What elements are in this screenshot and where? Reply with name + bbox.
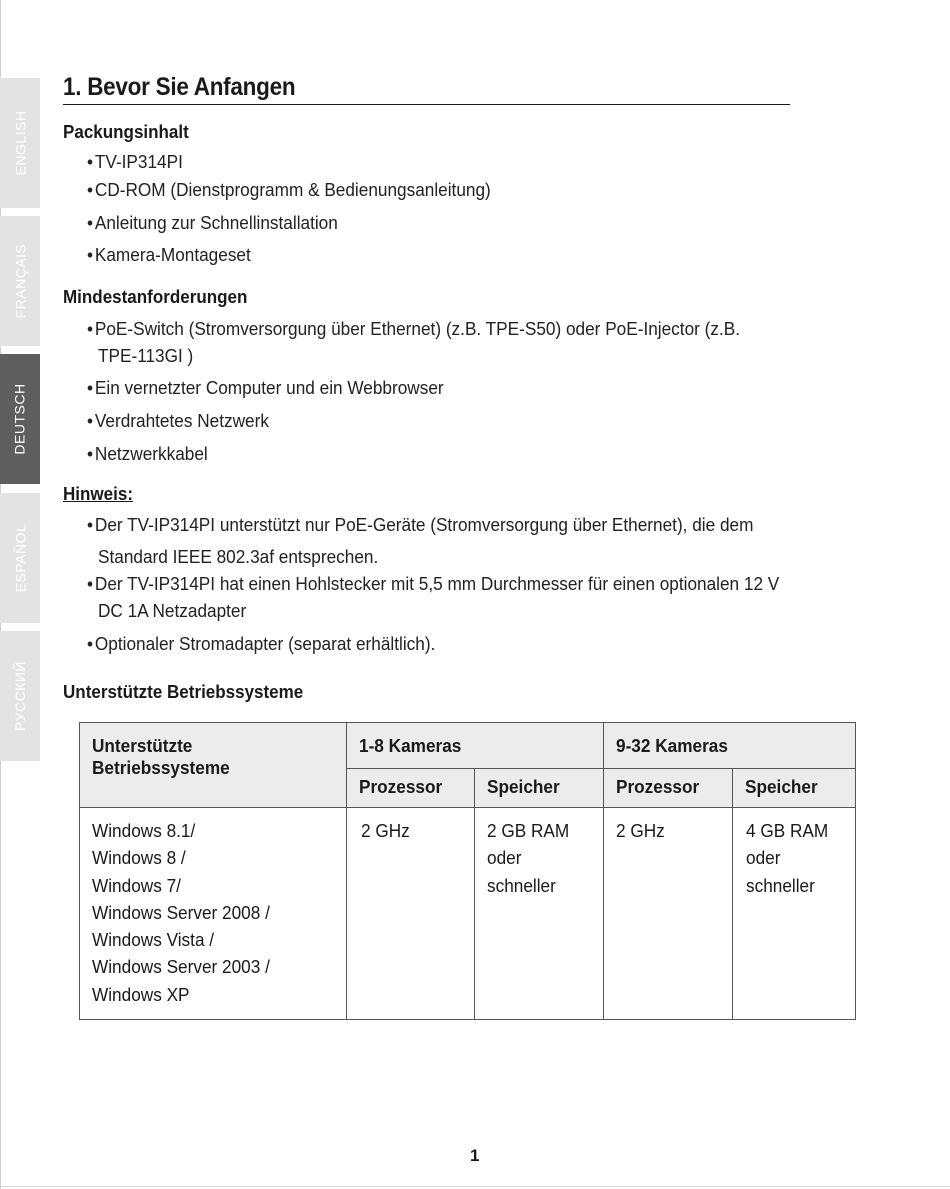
package-item: • Anleitung zur Schnellinstallation (87, 212, 338, 234)
requirement-item: • Ein vernetzter Computer und ein Webbrowser (87, 377, 444, 399)
package-item: • Kamera-Montageset (87, 244, 251, 266)
requirement-item: • Verdrahtetes Netzwerk (87, 410, 269, 432)
note-heading: Hinweis: (63, 483, 133, 504)
header-os: Unterstützte Betriebssysteme (80, 723, 347, 808)
lang-tab-francais[interactable]: FRANÇAIS (0, 216, 40, 346)
table-row (80, 808, 856, 1020)
requirements-heading: Mindestanforderungen (63, 286, 248, 307)
package-item: • TV-IP314PI (87, 151, 183, 173)
requirement-item-continuation: TPE-113GI ) (98, 345, 194, 366)
g2-cpu-cell: 2 GHz (604, 808, 733, 1020)
header-processor: Prozessor (604, 769, 733, 808)
header-group-1-8: 1-8 Kameras (346, 723, 604, 769)
note-item-continuation: Standard IEEE 802.3af entsprechen. (98, 546, 379, 567)
header-memory: Speicher (475, 769, 604, 808)
g1-memory-cell: 2 GB RAM oder schneller (475, 808, 604, 1020)
lang-tab-deutsch[interactable]: DEUTSCH (0, 354, 40, 484)
note-item-continuation: DC 1A Netzadapter (98, 600, 247, 621)
g2-memory-cell: 4 GB RAM oder schneller (733, 808, 856, 1020)
header-processor: Prozessor (346, 769, 475, 808)
os-heading: Unterstützte Betriebssysteme (63, 681, 304, 702)
os-requirements-table (79, 722, 856, 1020)
page-number: 1 (470, 1146, 480, 1165)
package-item: • CD-ROM (Dienstprogramm & Bedienungsanleitung) (87, 179, 491, 201)
note-item: • Der TV-IP314PI unterstützt nur PoE-Geräte (Stromversorgung über Ethernet), die dem (87, 514, 753, 536)
page-edge-bottom (0, 1186, 950, 1187)
page-title: 1. Bevor Sie Anfangen (63, 73, 790, 105)
lang-tab-english[interactable]: ENGLISH (0, 78, 40, 208)
header-memory: Speicher (733, 769, 856, 808)
note-item: • Der TV-IP314PI hat einen Hohlstecker mit 5,5 mm Durchmesser für einen optionalen 12 V (87, 573, 779, 595)
lang-tab-russian[interactable]: РУССКИЙ (0, 631, 40, 761)
package-heading: Packungsinhalt (63, 121, 189, 142)
header-group-9-32: 9-32 Kameras (604, 723, 856, 769)
note-item: • Optionaler Stromadapter (separat erhältlich). (87, 633, 435, 655)
os-list-cell: Windows 8.1/ Windows 8 / Windows 7/ Windows Server 2008 / Windows Vista / Windows Server 2003 / Windows XP (80, 808, 347, 1020)
g1-cpu-cell: 2 GHz (346, 808, 475, 1020)
requirement-item: • Netzwerkkabel (87, 443, 208, 465)
lang-tab-espanol[interactable]: ESPAÑOL (0, 493, 40, 623)
requirement-item: • PoE-Switch (Stromversorgung über Ethernet) (z.B. TPE-S50) oder PoE-Injector (z.B. (87, 318, 740, 340)
